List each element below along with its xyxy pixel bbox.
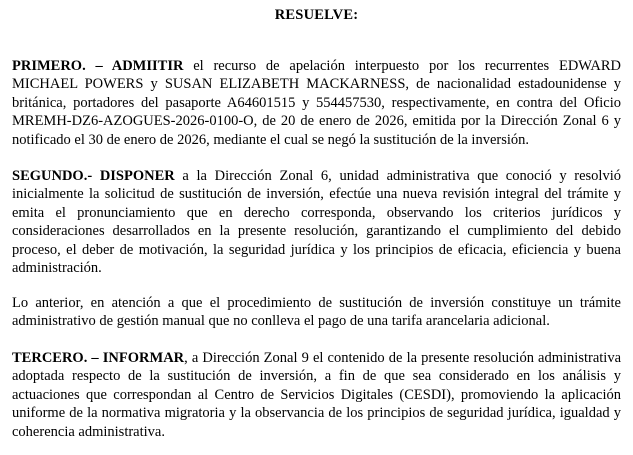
paragraph-text: a la Dirección Zonal 6, unidad administrativa que conoció y resolvió inicialmente la solicitud de sustitución de inversión, efectúe una nueva revisión integral del trámite y emita el pronunciamiento que en derecho corresponda, observando los criterios jurídicos y consideraciones desarrollados en la presente resolución, garantizando el cumplimiento del debido proceso, el deber de motivación, la seguridad jurídica y los principios de eficacia, eficiencia y buena administración. — [12, 168, 621, 277]
paragraph-text: , a Dirección Zonal 9 el contenido de la presente resolución administrativa adoptada respecto de la sustitución de inversión, a fin de que sea considerado en los análisis y actuaciones que correspondan al Centro de Servicios Digitales (CESDI), promoviendo la aplicación uniforme de la normativa migratoria y la observancia de los principios de seguridad jurídica, igualdad y coherencia administrativa. — [12, 350, 621, 440]
section-heading: RESUELVE: — [274, 7, 359, 23]
paragraph-lead: PRIMERO. – ADMIITIR — [12, 58, 184, 74]
paragraph-lead: TERCERO. – INFORMAR — [12, 350, 185, 366]
paragraph-lead: SEGUNDO.- DISPONER — [12, 168, 175, 184]
paragraph-note — [12, 294, 621, 331]
paragraph-text: Lo anterior, en atención a que el procedimiento de sustitución de inversión constituye un trámite administrativo de gestión manual que no conlleva el pago de una tarifa arancelaria adicional. — [12, 295, 621, 330]
paragraph-text: el recurso de apelación interpuesto por los recurrentes EDWARD MICHAEL POWERS y SUSAN ELIZABETH MACKARNESS, de nacionalidad estadounidense y británica, portadores del pasaporte A64601515 y 554457530, respectivamente, en contra del Oficio MREMH-DZ6-AZOGUES-2026-0100-O, de 20 de enero de 2026, emitida por la Dirección Zonal 6 y notificado el 30 de enero de 2026, mediante el cual se negó la sustitución de la inversión. — [12, 58, 621, 148]
paragraph-segundo — [12, 167, 621, 277]
document-page — [12, 0, 621, 455]
paragraph-tercero — [12, 349, 621, 441]
paragraph-primero — [12, 57, 621, 149]
